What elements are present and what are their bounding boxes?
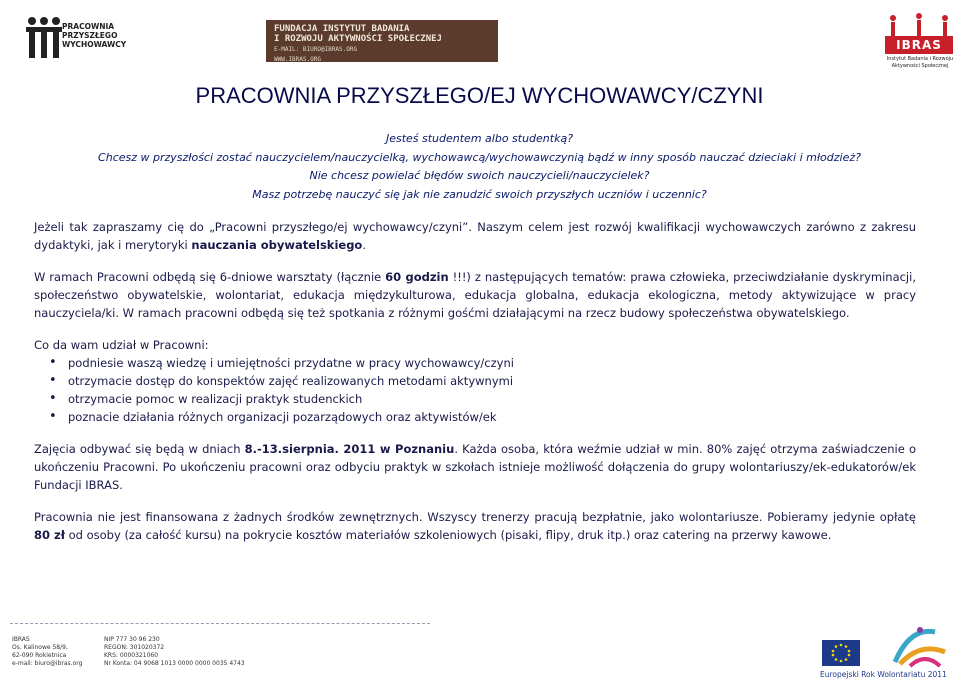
eu-year-logo [812,620,952,680]
footer-divider [10,623,430,624]
page-title: PRACOWNIA PRZYSZŁEGO/EJ WYCHOWAWCY/CZYNI [195,83,764,108]
fee-paragraph: Pracownia nie jest finansowana z żadnych środków zewnętrznych. Wszyscy trenerzy pracują bezpłatnie, jako wolontariusze. Pobieramy jedynie opłatę 80 zł od osoby (za całość kursu) na pokrycie kosztów materiałów szkoleniowych (pisaki, flipy, druk itp.) oraz catering na przerwy kawowe. [34,510,916,542]
ibras-logo [885,12,955,76]
dates-paragraph: Zajęcia odbywać się będą w dniach 8.-13.sierpnia. 2011 w Poznaniu. Każda osoba, która weźmie udział w min. 80% zajęć otrzyma zaświadczenie o ukończeniu Pracowni. Po ukończeniu pracowni oraz odbyciu praktyk w szkołach istnieje możliwość dołączenia do grupy wolontariuszy/ek-edukatorów/ek Fundacji IBRAS. [34,442,916,492]
intro-questions [0,130,959,204]
ibras-figures-icon [885,12,953,36]
list-item: • otrzymacie pomoc w realizacji praktyk studenckich [68,390,916,408]
banner-title-line: I ROZWOJU AKTYWNOŚCI SPOŁECZNEJ [274,34,442,44]
ibras-wordmark: IBRAS [885,36,953,54]
list-item: • otrzymacie dostęp do konspektów zajęć realizowanych metodami aktywnymi [68,372,916,390]
people-icon [26,16,62,60]
foundation-banner [266,20,498,62]
intro-line: Jesteś studentem albo studentką? [385,132,574,145]
intro-line: Masz potrzebę nauczyć się jak nie zanudzić swoich przyszłych uczniów i uczennic? [252,187,707,201]
benefits-heading: Co da wam udział w Pracowni: [34,338,209,352]
eu-flag-icon [822,640,860,666]
list-item: • podniesie waszą wiedzę i umiejętności przydatne w pracy wychowawcy/czyni [68,354,916,372]
banner-contact-line: E-MAIL: BIURO@IBRAS.ORG [274,46,358,53]
list-item: • poznacie działania różnych organizacji pozarządowych oraz aktywistów/ek [68,408,916,426]
main-content [34,218,916,558]
workshops-paragraph: W ramach Pracowni odbędą się 6-dniowe warsztaty (łącznie 60 godzin !!!) z następujących tematów: prawa człowieka, przeciwdziałanie dyskryminacji, społeczeństwo obywatelskie, wolontariat, edukacja międzykulturowa, edukacja globalna, edukacja ekologiczna, metody aktywizujące w pracy nauczyciela/ki. W ramach pracowni odbędą się też spotkania z różnymi gośćmi działającymi na rzecz budowy społeczeństwa obywatelskiego. [34,270,916,320]
footer-registration: NIP 777 30 96 230 REGON: 301020372 KRS: 0000321060 Nr Konta: 04 9068 1013 0000 0000 0035 4743 [104,636,245,667]
footer-address: IBRAS Os. Kalinowe 58/9, 62-090 Rokietnica e-mail: biuro@ibras.org [12,636,83,667]
intro-line: Nie chcesz powielać błędów swoich nauczycieli/nauczycielek? [309,169,650,182]
pracownia-logo-text: PRACOWNIA PRZYSZŁEGO WYCHOWAWCY [62,22,127,49]
invitation-paragraph: Jeżeli tak zapraszamy cię do „Pracowni przyszłego/ej wychowawcy/czyni”. Naszym celem jest rozwój kwalifikacji wychowawczych zarówno z zakresu dydaktyki, jak i merytoryki nauczania obywatelskiego. [34,220,916,252]
benefits-list [34,354,916,426]
banner-contact-line: WWW.IBRAS.ORG [274,56,321,63]
volunteer-swirl-icon [890,622,950,668]
eu-year-label: Europejski Rok Wolontariatu 2011 [820,670,947,679]
intro-line: Chcesz w przyszłości zostać nauczycielem/nauczycielką, wychowawcą/wychowawczynią bądź w inny sposób nauczać dzieciaki i młodzież? [98,150,861,164]
page-header [0,0,959,80]
banner-title-line: FUNDACJA INSTYTUT BADANIA [274,24,410,34]
ibras-caption: Instytut Badania i Rozwoju Aktywności Społecznej [886,56,954,69]
